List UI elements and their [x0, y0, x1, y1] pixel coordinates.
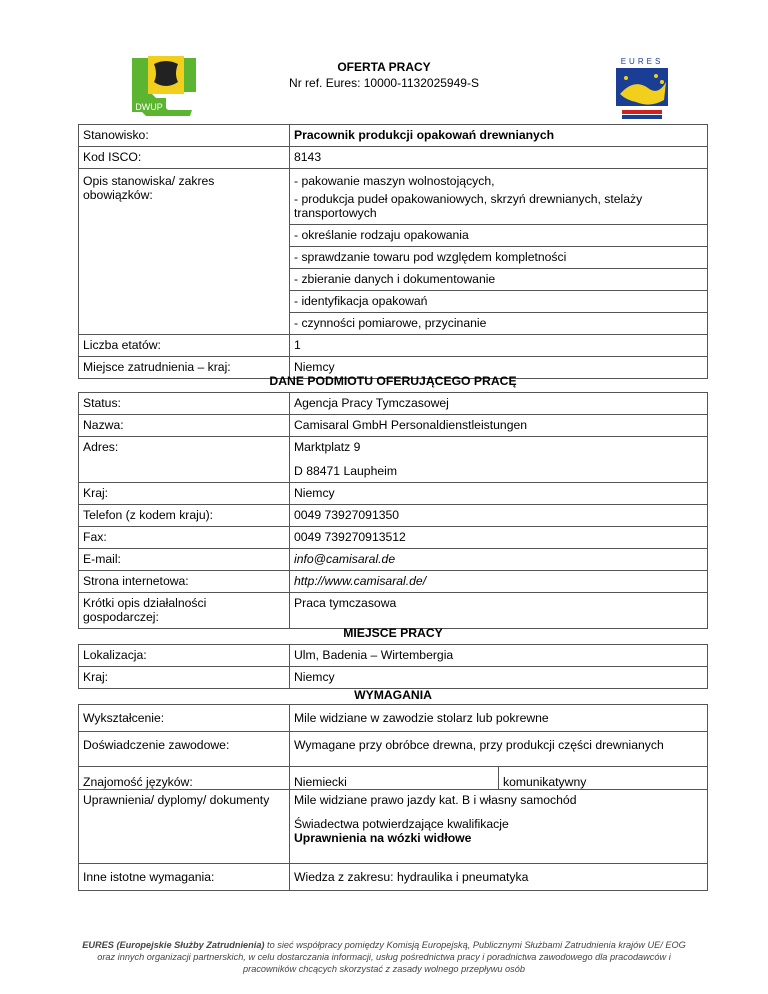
workplace-table	[78, 644, 708, 689]
work-country-label: Miejsce zatrudnienia – kraj:	[79, 357, 290, 379]
footer-line-3: pracowników chcących skorzystać z zasady wolnego przepływu osób	[243, 964, 525, 974]
address-line: D 88471 Laupheim	[294, 464, 397, 478]
employer-country-label: Kraj:	[79, 483, 290, 505]
employer-country-row	[79, 483, 708, 505]
language-level: komunikatywny	[499, 767, 708, 790]
isco-value: 8143	[290, 147, 708, 169]
duty-item: - określanie rodzaju opakowania	[290, 224, 707, 246]
education-label: Wykształcenie:	[79, 705, 290, 732]
email-label: E-mail:	[79, 549, 290, 571]
position-row	[79, 125, 708, 147]
status-label: Status:	[79, 393, 290, 415]
experience-row	[79, 732, 708, 767]
workplace-country-label: Kraj:	[79, 667, 290, 689]
phone-value: 0049 73927091350	[290, 505, 708, 527]
name-label: Nazwa:	[79, 415, 290, 437]
licenses-label: Uprawnienia/ dyplomy/ dokumenty	[79, 790, 290, 864]
footer-text: to sieć współpracy pomiędzy Komisją Europejską, Publicznymi Służbami Zatrudnienia krajów UE/ EOG	[264, 940, 686, 950]
license-line: Uprawnienia na wózki widłowe	[294, 831, 472, 845]
duty-item: - produkcja pudeł opakowaniowych, skrzyń drewnianych, stelaży transportowych	[294, 192, 643, 220]
licenses-value	[290, 790, 708, 864]
footer-bold: EURES (Europejskie Służby Zatrudnienia)	[82, 940, 265, 950]
location-label: Lokalizacja:	[79, 645, 290, 667]
workplace-country-value: Niemcy	[290, 667, 708, 689]
positions-count-row	[79, 335, 708, 357]
name-row	[79, 415, 708, 437]
location-value: Ulm, Badenia – Wirtembergia	[290, 645, 708, 667]
website-label: Strona internetowa:	[79, 571, 290, 593]
phone-row	[79, 505, 708, 527]
email-row	[79, 549, 708, 571]
footer-line-2: oraz innych organizacji partnerskich, w celu dostarczania informacji, usług pośrednictwa pracy i poradnictwa zawodowego dla pracodawców i	[97, 952, 671, 962]
svg-text:DWUP: DWUP	[135, 102, 163, 112]
other-requirements-label: Inne istotne wymagania:	[79, 864, 290, 891]
footer-note	[70, 939, 698, 975]
employer-table	[78, 392, 708, 629]
requirements-section-title: WYMAGANIA	[354, 688, 432, 702]
position-label: Stanowisko:	[79, 125, 290, 147]
education-value: Mile widziane w zawodzie stolarz lub pokrewne	[290, 705, 708, 732]
license-line: Mile widziane prawo jazdy kat. B i własny samochód	[294, 793, 577, 807]
work-country-value: Niemcy	[290, 357, 708, 379]
duty-item: - pakowanie maszyn wolnostojących,	[294, 174, 495, 188]
license-line: Świadectwa potwierdzające kwalifikacje	[294, 817, 509, 831]
fax-label: Fax:	[79, 527, 290, 549]
employer-section-title: DANE PODMIOTU OFERUJĄCEGO PRACĘ	[269, 374, 517, 388]
email-link[interactable]: info@camisaral.de	[290, 549, 708, 571]
workplace-country-row	[79, 667, 708, 689]
workplace-section-title: MIEJSCE PRACY	[343, 626, 443, 640]
website-link[interactable]: http://www.camisaral.de/	[290, 571, 708, 593]
duties-label: Opis stanowiska/ zakres obowiązków:	[79, 169, 290, 335]
experience-label: Doświadczenie zawodowe:	[79, 732, 290, 767]
address-line: Marktplatz 9	[294, 440, 361, 454]
positions-count-label: Liczba etatów:	[79, 335, 290, 357]
duty-item: - identyfikacja opakowań	[290, 290, 707, 312]
experience-value: Wymagane przy obróbce drewna, przy produkcji części drewnianych	[290, 732, 708, 767]
location-row	[79, 645, 708, 667]
svg-text:EURES: EURES	[620, 57, 664, 66]
languages-row	[79, 767, 708, 790]
position-value: Pracownik produkcji opakowań drewnianych	[290, 125, 708, 147]
address-row	[79, 437, 708, 483]
employer-country-value: Niemcy	[290, 483, 708, 505]
fax-row	[79, 527, 708, 549]
duties-row	[79, 169, 708, 335]
fax-value: 0049 739270913512	[290, 527, 708, 549]
activity-label: Krótki opis działalności gospodarczej:	[79, 593, 290, 629]
address-value	[290, 437, 708, 483]
address-label: Adres:	[79, 437, 290, 483]
isco-label: Kod ISCO:	[79, 147, 290, 169]
status-value: Agencja Pracy Tymczasowej	[290, 393, 708, 415]
other-requirements-row	[79, 864, 708, 891]
education-row	[79, 705, 708, 732]
other-requirements-value: Wiedza z zakresu: hydraulika i pneumatyka	[290, 864, 708, 891]
requirements-table	[78, 704, 708, 891]
offer-table	[78, 124, 708, 379]
eures-logo	[612, 56, 672, 122]
activity-row	[79, 593, 708, 629]
positions-count-value: 1	[290, 335, 708, 357]
duty-item: - czynności pomiarowe, przycinanie	[290, 312, 707, 334]
licenses-row	[79, 790, 708, 864]
website-row	[79, 571, 708, 593]
offer-title: OFERTA PRACY	[337, 60, 431, 74]
language-value: Niemiecki	[290, 767, 499, 790]
duty-item: - zbieranie danych i dokumentowanie	[290, 268, 707, 290]
isco-row	[79, 147, 708, 169]
duty-item: - sprawdzanie towaru pod względem kompletności	[290, 246, 707, 268]
name-value: Camisaral GmbH Personaldienstleistungen	[290, 415, 708, 437]
duties-list	[290, 169, 708, 335]
status-row	[79, 393, 708, 415]
offer-reference: Nr ref. Eures: 10000-1132025949-S	[289, 76, 479, 90]
phone-label: Telefon (z kodem kraju):	[79, 505, 290, 527]
activity-value: Praca tymczasowa	[290, 593, 708, 629]
languages-label: Znajomość języków:	[79, 767, 290, 790]
